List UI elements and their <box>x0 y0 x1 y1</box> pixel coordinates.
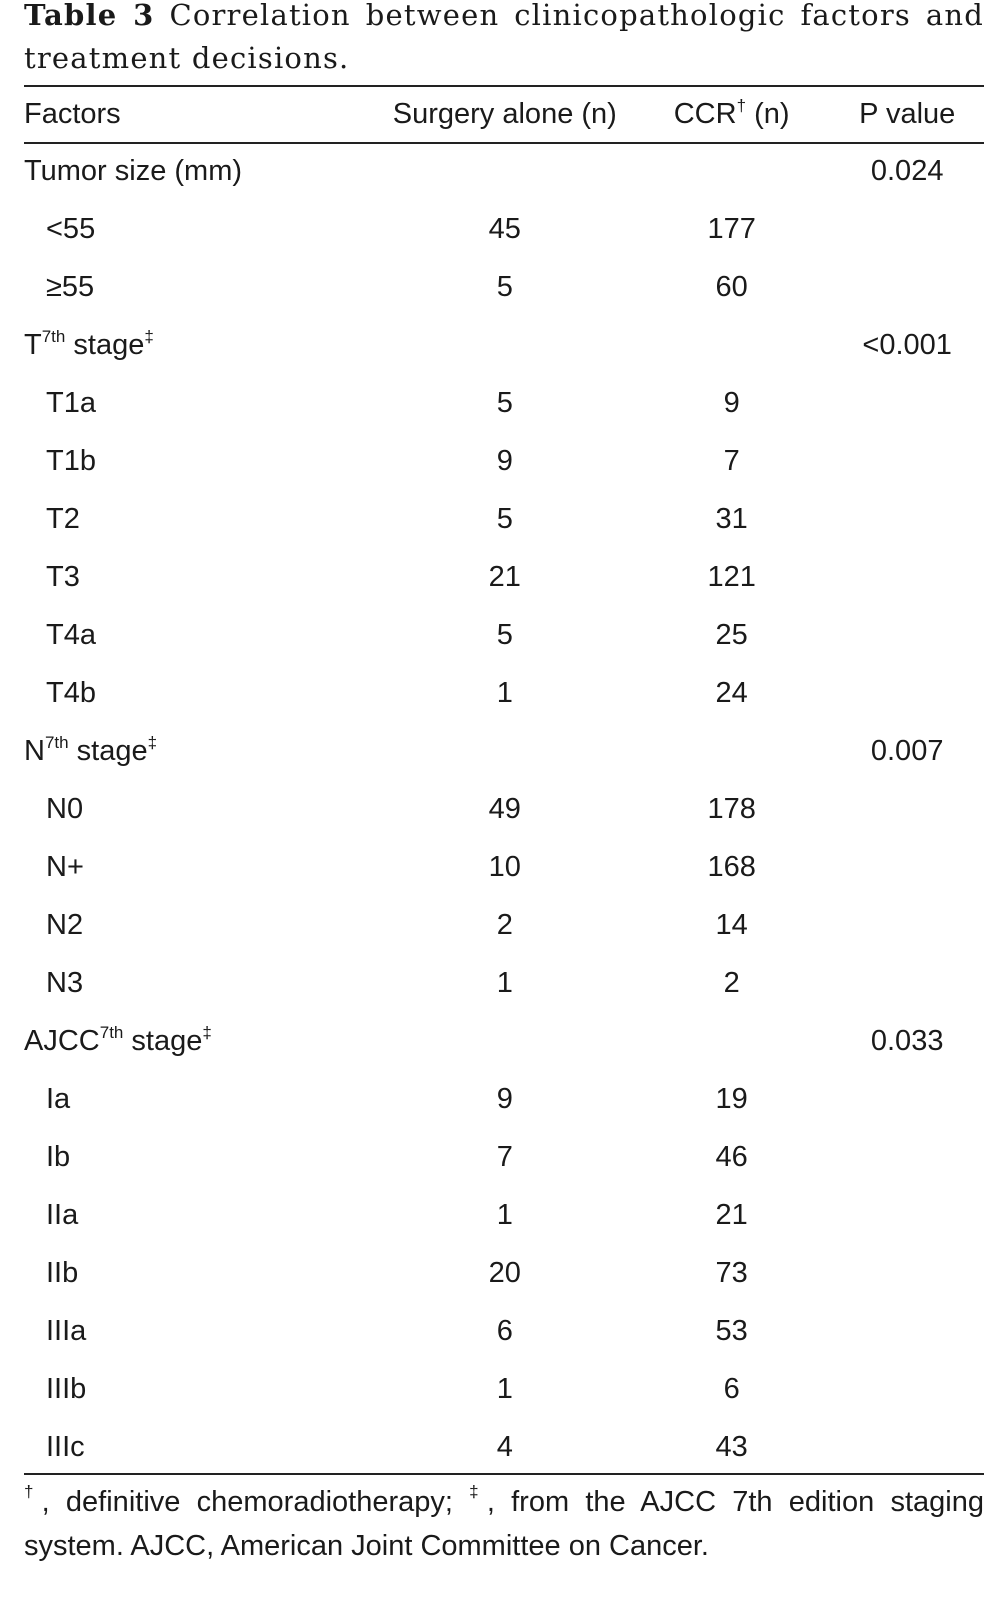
table-row <box>24 838 984 896</box>
table-row <box>24 1186 984 1244</box>
group-label-mark: ‡ <box>144 326 154 346</box>
table-row <box>24 258 984 316</box>
ccr-count: 14 <box>715 908 748 941</box>
table-row <box>24 664 984 722</box>
surgery-count: 2 <box>496 908 513 941</box>
surgery-count: 1 <box>496 966 513 999</box>
group-label-sup: 7th <box>41 326 66 346</box>
header-ccr <box>633 87 830 142</box>
ccr-count: 21 <box>715 1198 748 1231</box>
group-label-rest: stage <box>65 328 145 361</box>
header-row <box>24 87 984 142</box>
surgery-count: 10 <box>488 850 521 883</box>
surgery-count: 5 <box>496 386 513 419</box>
table-row <box>24 432 984 490</box>
header-surgery-alone: Surgery alone (n) <box>392 98 617 130</box>
row-label: IIa <box>46 1198 79 1231</box>
surgery-count: 49 <box>488 792 521 825</box>
table-page <box>24 0 985 1562</box>
ccr-count: 46 <box>715 1140 748 1173</box>
ccr-count: 53 <box>715 1314 748 1347</box>
footnote-mark-double-dagger: ‡ <box>469 1482 487 1501</box>
surgery-count: 1 <box>496 1198 513 1231</box>
surgery-count: 45 <box>488 212 521 245</box>
header-ccr-unit: (n) <box>746 98 790 130</box>
table-row <box>24 200 984 258</box>
ccr-count: 60 <box>715 270 748 303</box>
ccr-count: 177 <box>707 212 756 245</box>
table-row <box>24 1128 984 1186</box>
row-label: T1b <box>46 444 96 477</box>
group-label-rest: stage <box>68 734 148 767</box>
table-caption <box>24 0 984 80</box>
table-title: Correlation between clinicopathologic factors and treatment decisions. <box>24 0 985 75</box>
group-label-mark: ‡ <box>147 732 158 752</box>
surgery-count: 5 <box>496 618 513 651</box>
p-value: 0.024 <box>870 154 944 187</box>
ccr-count: 6 <box>723 1372 740 1405</box>
row-label: IIb <box>46 1256 79 1289</box>
ccr-count: 73 <box>715 1256 748 1289</box>
surgery-count: 6 <box>496 1314 513 1347</box>
row-label: Ia <box>46 1082 71 1115</box>
table-row <box>24 490 984 548</box>
header-factors: Factors <box>24 98 121 130</box>
group-label-main: T <box>24 328 42 361</box>
row-label: N0 <box>46 792 84 825</box>
group-label <box>24 316 377 374</box>
table-row <box>24 954 984 1012</box>
surgery-count: 1 <box>496 676 513 709</box>
group-row-ajcc-stage <box>24 1012 984 1070</box>
header-p-value: P value <box>859 98 956 130</box>
ccr-count: 168 <box>707 850 756 883</box>
surgery-count: 21 <box>488 560 521 593</box>
row-label: T4b <box>46 676 96 709</box>
group-label-main: N <box>24 734 45 767</box>
ccr-count: 121 <box>707 560 756 593</box>
group-label-sup: 7th <box>99 1022 124 1042</box>
table-row <box>24 1070 984 1128</box>
group-label-rest: stage <box>123 1024 203 1057</box>
row-label: N+ <box>46 850 84 883</box>
surgery-count: 9 <box>496 444 513 477</box>
row-label: N3 <box>46 966 84 999</box>
group-label: Tumor size (mm) <box>24 154 243 187</box>
p-value: 0.033 <box>870 1024 944 1057</box>
table-row <box>24 1302 984 1360</box>
table-row <box>24 1360 984 1418</box>
footnote-mark-dagger: † <box>24 1482 42 1501</box>
p-value: 0.007 <box>870 734 944 767</box>
row-label: IIIb <box>46 1372 87 1405</box>
table-row <box>24 1418 984 1476</box>
row-label: ≥55 <box>46 270 95 303</box>
p-value: <0.001 <box>862 328 952 361</box>
bottom-rule <box>24 1473 984 1475</box>
table-row <box>24 548 984 606</box>
footnote-text-1: , definitive chemoradiotherapy; <box>41 1486 470 1518</box>
table-row <box>24 780 984 838</box>
ccr-count: 24 <box>715 676 748 709</box>
row-label: T1a <box>46 386 96 419</box>
correlation-table <box>24 87 984 1476</box>
ccr-count: 43 <box>715 1430 748 1463</box>
table-footnote <box>24 1480 984 1568</box>
row-label: Ib <box>46 1140 71 1173</box>
table-row <box>24 896 984 954</box>
table-row <box>24 606 984 664</box>
row-label: T4a <box>46 618 96 651</box>
table-row <box>24 1244 984 1302</box>
surgery-count: 20 <box>488 1256 521 1289</box>
row-label: T3 <box>46 560 80 593</box>
ccr-count: 7 <box>723 444 740 477</box>
footnote-text-2: , from the AJCC 7th edition staging system. AJCC, American Joint Committee on Cancer. <box>24 1486 984 1562</box>
group-label-main: AJCC <box>24 1024 100 1057</box>
surgery-count: 7 <box>496 1140 513 1173</box>
ccr-count: 31 <box>715 502 748 535</box>
table-row <box>24 374 984 432</box>
group-row-tumor-size <box>24 142 984 200</box>
surgery-count: 5 <box>496 502 513 535</box>
ccr-count: 19 <box>715 1082 748 1115</box>
ccr-count: 9 <box>723 386 740 419</box>
group-row-n-stage <box>24 722 984 780</box>
surgery-count: 9 <box>496 1082 513 1115</box>
surgery-count: 4 <box>496 1430 513 1463</box>
surgery-count: 1 <box>496 1372 513 1405</box>
group-label <box>24 1012 377 1070</box>
group-label-sup: 7th <box>44 732 69 752</box>
row-label: <55 <box>46 212 96 245</box>
group-label-mark: ‡ <box>202 1022 212 1042</box>
group-label <box>24 722 377 780</box>
row-label: IIIc <box>46 1430 85 1463</box>
surgery-count: 5 <box>496 270 513 303</box>
row-label: IIIa <box>46 1314 87 1347</box>
row-label: N2 <box>46 908 84 941</box>
ccr-count: 178 <box>707 792 756 825</box>
group-row-t-stage <box>24 316 984 374</box>
header-ccr-label: CCR <box>673 98 737 130</box>
row-label: T2 <box>46 502 80 535</box>
ccr-count: 2 <box>723 966 740 999</box>
table-number: Table 3 <box>24 0 155 32</box>
header-ccr-mark: † <box>736 96 747 115</box>
ccr-count: 25 <box>715 618 748 651</box>
